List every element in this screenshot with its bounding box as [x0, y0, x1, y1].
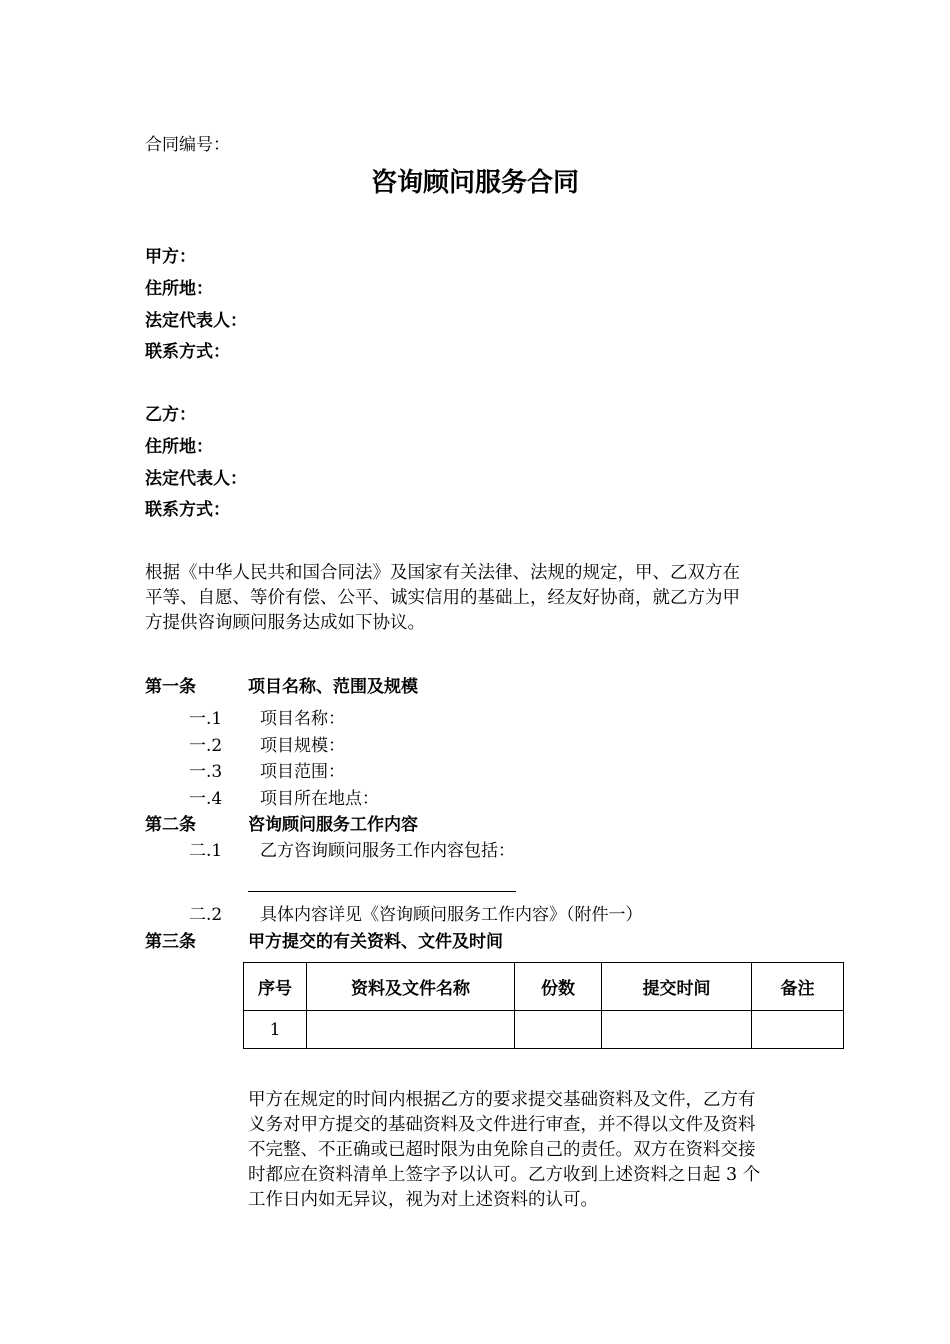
table-row [244, 1011, 844, 1049]
party-a-representative-label: 法定代表人： [145, 311, 247, 331]
intro-line: 根据《中华人民共和国合同法》及国家有关法律、法规的规定，甲、乙双方在 [145, 563, 740, 583]
column-header: 序号 [244, 963, 307, 1011]
clause-number: 二.2 [189, 905, 223, 925]
column-header: 提交时间 [602, 963, 752, 1011]
article-1-number: 第一条 [145, 677, 196, 697]
paragraph-line: 甲方在规定的时间内根据乙方的要求提交基础资料及文件，乙方有 [248, 1090, 756, 1110]
column-header: 备注 [752, 963, 844, 1011]
clause-text: 项目所在地点： [260, 789, 379, 809]
table-header-row [244, 963, 844, 1011]
party-b-representative-label: 法定代表人： [145, 469, 247, 489]
paragraph-line: 工作日内如无异议，视为对上述资料的认可。 [248, 1190, 598, 1210]
clause-number: 二.1 [189, 841, 223, 861]
party-b-contact-label: 联系方式： [145, 500, 230, 520]
clause-number: 一.1 [189, 709, 223, 729]
clause-text: 项目范围： [260, 762, 345, 782]
intro-line: 平等、自愿、等价有偿、公平、诚实信用的基础上，经友好协商，就乙方为甲 [145, 588, 740, 608]
article-2-heading: 咨询顾问服务工作内容 [248, 815, 418, 835]
party-a-address-label: 住所地： [145, 279, 213, 299]
paragraph-line: 时都应在资料清单上签字予以认可。乙方收到上述资料之日起 3 个 [248, 1165, 761, 1185]
column-header: 资料及文件名称 [307, 963, 515, 1011]
documents-table [243, 962, 844, 1049]
table-cell [602, 1011, 752, 1049]
table-cell [515, 1011, 602, 1049]
clause-text: 项目名称： [260, 709, 345, 729]
party-a-contact-label: 联系方式： [145, 342, 230, 362]
table-cell: 1 [244, 1011, 307, 1049]
column-header: 份数 [515, 963, 602, 1011]
article-3-number: 第三条 [145, 932, 196, 952]
article-3-paragraph [248, 1088, 760, 1213]
clause-text: 项目规模： [260, 736, 345, 756]
table-cell [752, 1011, 844, 1049]
intro-paragraph [145, 561, 740, 636]
article-2-number: 第二条 [145, 815, 196, 835]
paragraph-line: 不完整、不正确或已超时限为由免除自己的责任。双方在资料交接 [248, 1140, 756, 1160]
intro-line: 方提供咨询顾问服务达成如下协议。 [145, 613, 425, 633]
clause-number: 一.4 [189, 789, 223, 809]
party-b-label: 乙方： [145, 405, 196, 425]
paragraph-line: 义务对甲方提交的基础资料及文件进行审查，并不得以文件及资料 [248, 1115, 756, 1135]
clause-number: 一.2 [189, 736, 223, 756]
table-cell [307, 1011, 515, 1049]
article-1-heading: 项目名称、范围及规模 [248, 677, 418, 697]
party-b-address-label: 住所地： [145, 437, 213, 457]
clause-text: 乙方咨询顾问服务工作内容包括： [260, 841, 515, 861]
contract-number-label: 合同编号： [145, 135, 230, 155]
clause-number: 一.3 [189, 762, 223, 782]
document-title: 咨询顾问服务合同 [370, 168, 579, 198]
clause-text: 具体内容详见《咨询顾问服务工作内容》（附件一） [260, 905, 643, 925]
article-3-heading: 甲方提交的有关资料、文件及时间 [248, 932, 503, 952]
party-a-label: 甲方： [145, 247, 196, 267]
blank-fill-line [248, 891, 516, 892]
